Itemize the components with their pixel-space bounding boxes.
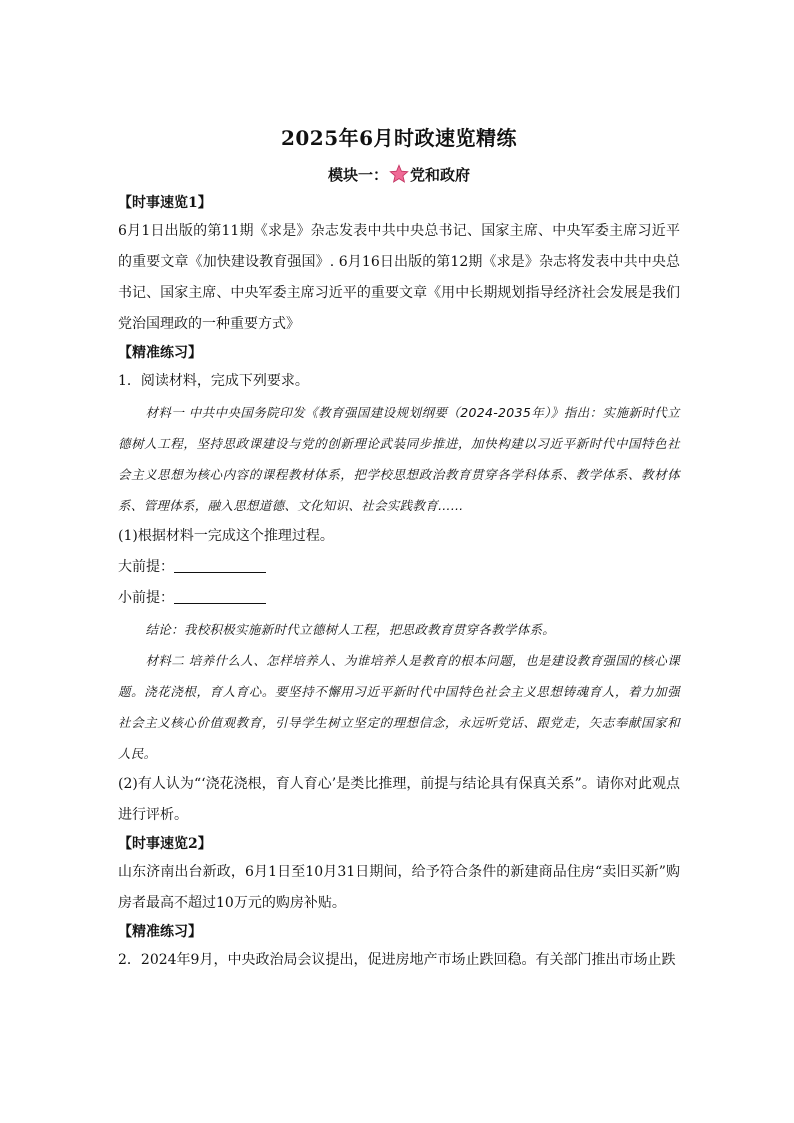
section1-heading: 【时事速览1】 [118,195,212,211]
section2-heading: 【时事速览2】 [118,836,212,852]
star-icon [389,164,409,184]
document-page [118,120,680,976]
module-name: 党和政府 [410,166,471,184]
module-heading [118,162,680,188]
major-premise-line [118,552,680,583]
minor-premise-blank[interactable] [174,587,266,604]
section2-text: 山东济南出台新政，6月1日至10月31日期间，给予符合条件的新建商品住房“卖旧买新”购房者最高不超过10万元的购房补贴。 [118,864,680,911]
question-2: 2．2024年9月，中央政治局会议提出，促进房地产市场止跌回稳。有关部门推出市场止跌 [118,952,676,968]
sub-question-2: (2)有人认为“‘浇花浇根，育人育心’是类比推理，前提与结论具有保真关系”。请你对此观点进行评析。 [118,776,680,823]
sub-question-1: (1)根据材料一完成这个推理过程。 [118,528,334,544]
module-prefix: 模块一： [327,166,388,184]
minor-premise-line [118,583,680,614]
question-1: 1．阅读材料，完成下列要求。 [118,373,309,389]
material-2: 材料二 培养什么人、怎样培养人、为谁培养人是教育的根本问题，也是建设教育强国的核心课题。浇花浇根，育人育心。要坚持不懈用习近平新时代中国特色社会主义思想铸魂育人，着力加强社会主义核心价值观教育，引导学生树立坚定的理想信念，永远听党话、跟党走，矢志奉献国家和人民。 [118,653,680,761]
minor-premise-label: 小前提： [118,590,174,606]
document-title: 2025年6月时政速览精练 [280,126,518,150]
major-premise-label: 大前提： [118,559,174,575]
material-1: 材料一 中共中央国务院印发《教育强国建设规划纲要（2024-2035年）》指出：实施新时代立德树人工程，坚持思政课建设与党的创新理论武装同步推进，加快构建以习近平新时代中国特色社会主义思想为核心内容的课程教材体系，把学校思想政治教育贯穿各学科体系、教学体系、教材体系、管理体系，融入思想道德、文化知识、社会实践教育…… [118,405,680,513]
practice2-heading: 【精准练习】 [118,924,202,940]
conclusion-text: 结论：我校积极实施新时代立德树人工程，把思政教育贯穿各教学体系。 [145,622,556,637]
practice1-heading: 【精准练习】 [118,345,202,361]
major-premise-blank[interactable] [174,556,266,573]
section1-text: 6月1日出版的第11期《求是》杂志发表中共中央总书记、国家主席、中央军委主席习近平的重要文章《加快建设教育强国》. 6月16日出版的第12期《求是》杂志将发表中共中央总书记、国家主席、中央军委主席习近平的重要文章《用中长期规划指导经济社会发展是我们党治国理政的一种重要方式》 [118,223,680,332]
